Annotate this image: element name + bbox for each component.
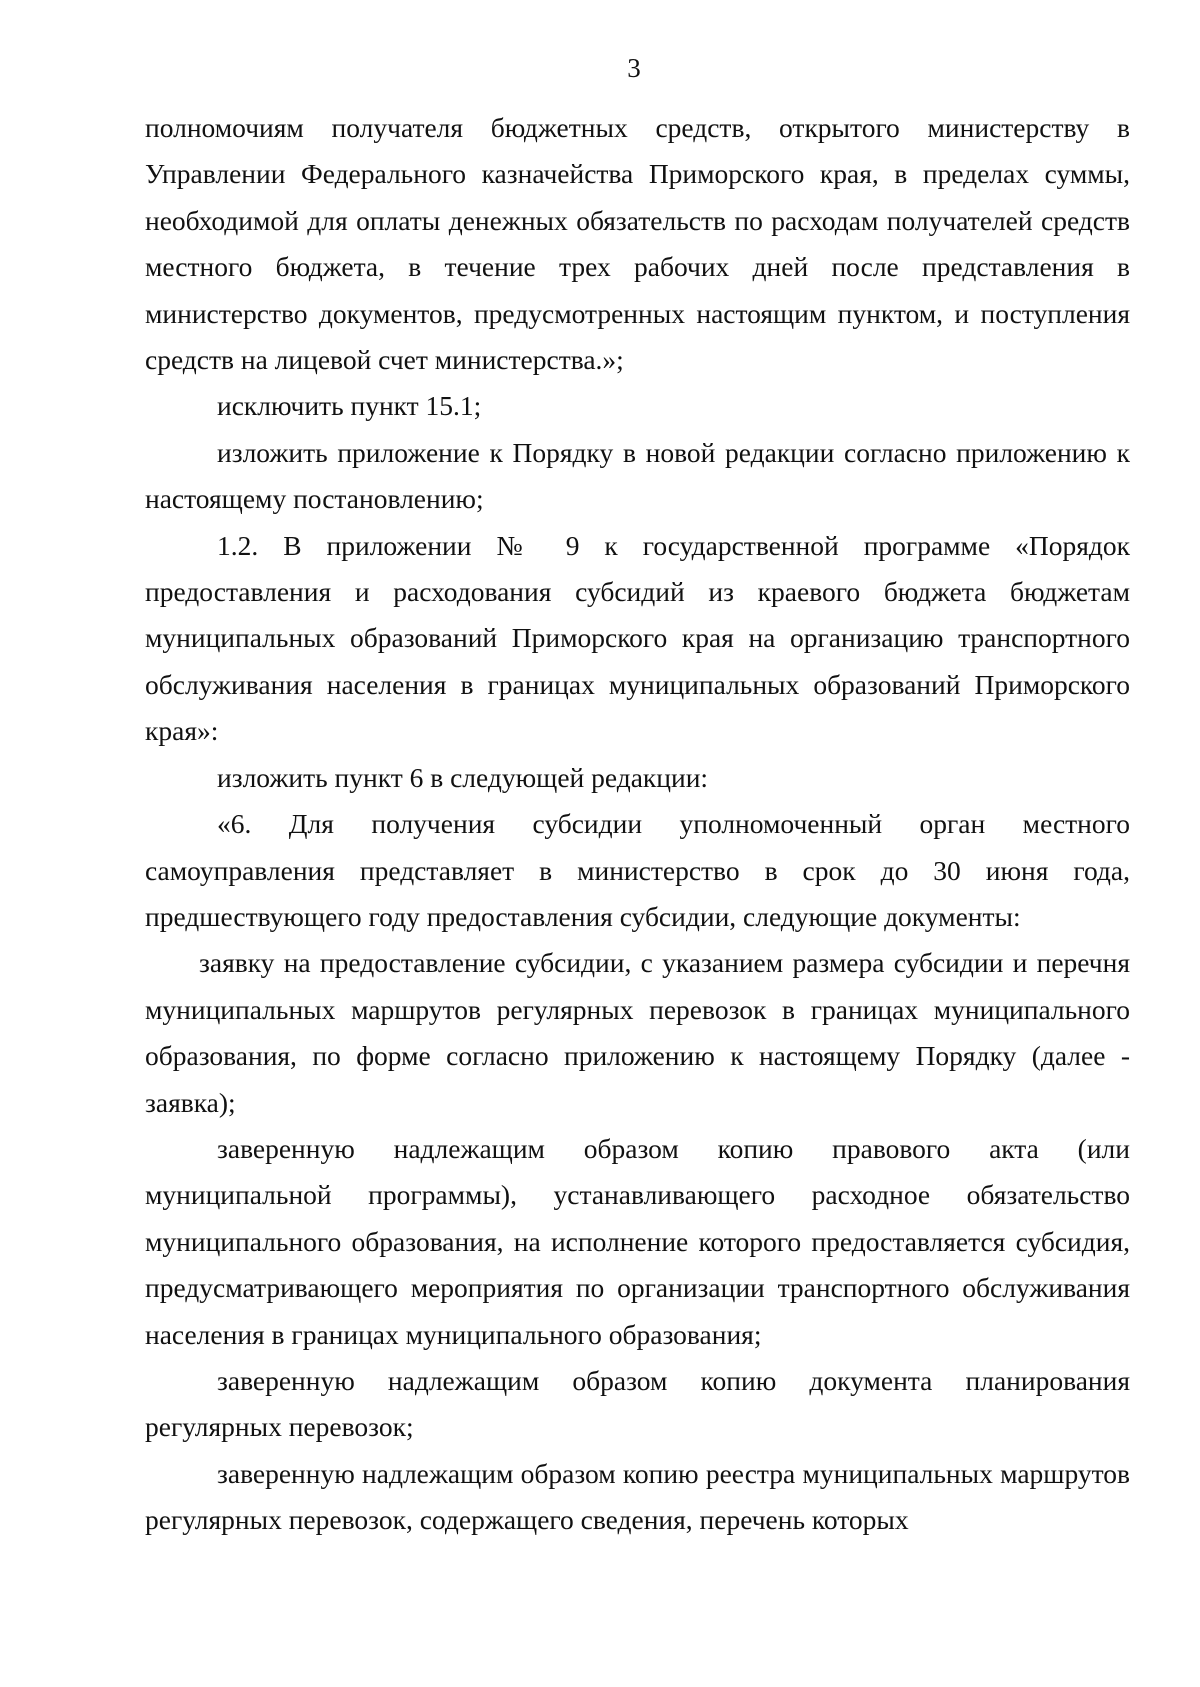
paragraph-routes-register-copy: заверенную надлежащим образом копию реестра муниципальных маршрутов регулярных перевозок, содержащего сведения, перечень которых xyxy=(145,1457,1130,1536)
paragraph-planning-document-copy: заверенную надлежащим образом копию документа планирования регулярных перевозок; xyxy=(145,1364,1130,1443)
paragraph-item-6: «6. Для получения субсидии уполномоченный орган местного самоуправления представляет в министерство в срок до 30 июня года, предшествующего году предоставления субсидии, следующие документы: xyxy=(145,808,1130,932)
paragraph-application: заявку на предоставление субсидии, с указанием размера субсидии и перечня муниципальных маршрутов регулярных перевозок в границах муниципального образования, по форме согласно приложению к настоящему Порядку (далее - заявка); xyxy=(145,947,1130,1118)
paragraph-appendix-new-edition: изложить приложение к Порядку в новой редакции согласно приложению к настоящему постановлению; xyxy=(145,436,1130,515)
paragraph-legal-act-copy: заверенную надлежащим образом копию правового акта (или муниципальной программы), устанавливающего расходное обязательство муниципального образования, на исполнение которого предоставляется субсидия, предусматривающего мероприятия по организации транспортного обслуживания населения в границах муниципального образования; xyxy=(145,1132,1130,1350)
paragraph-item-6-edition: изложить пункт 6 в следующей редакции: xyxy=(217,761,709,793)
paragraph-section-1-2: 1.2. В приложении № 9 к государственной программе «Порядок предоставления и расходования субсидий из краевого бюджета бюджетам муниципальных образований Приморского края на организацию транспортного обслуживания населения в границах муниципальных образований Приморского края»: xyxy=(145,529,1130,747)
document-body xyxy=(145,105,1130,1544)
page-number: 3 xyxy=(627,53,641,83)
paragraph-exclude-item: исключить пункт 15.1; xyxy=(217,390,482,422)
paragraph-continuation: полномочиям получателя бюджетных средств, открытого министерству в Управлении Федерального казначейства Приморского края, в пределах суммы, необходимой для оплаты денежных обязательств по расходам получателей средств местного бюджета, в течение трех рабочих дней после представления в министерство документов, предусмотренных настоящим пунктом, и поступления средств на лицевой счет министерства.»; xyxy=(145,112,1130,376)
